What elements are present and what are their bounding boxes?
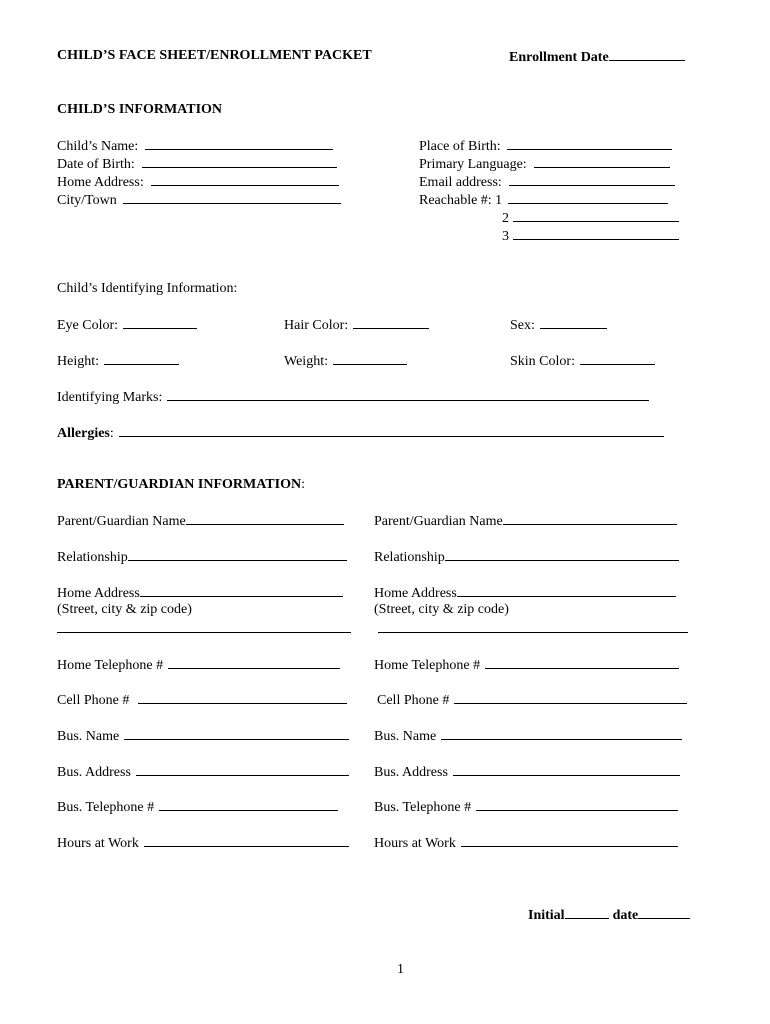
birthplace-input[interactable]	[507, 136, 672, 150]
parent1-bus-address-field	[57, 762, 349, 782]
parent2-address-field	[374, 583, 676, 603]
parent2-home-phone-field	[374, 655, 679, 675]
reachable-label: Reachable #: 1	[419, 193, 503, 208]
parent2-bus-address-field	[374, 762, 680, 782]
reachable-3-field	[502, 226, 679, 246]
child-address-input[interactable]	[151, 172, 339, 186]
parent1-cell-phone-label: Cell Phone #	[57, 693, 130, 708]
parent2-bus-name-input[interactable]	[441, 726, 682, 740]
initial-input[interactable]	[565, 905, 609, 919]
parent2-bus-name-field	[374, 726, 682, 746]
parent1-home-phone-input[interactable]	[168, 655, 340, 669]
initial-label: Initial	[528, 908, 565, 923]
parent2-bus-address-label: Bus. Address	[374, 765, 448, 780]
reachable-3-input[interactable]	[513, 226, 679, 240]
parent1-address-hint: (Street, city & zip code)	[57, 602, 192, 617]
sex-label: Sex:	[510, 318, 535, 333]
parent2-home-phone-label: Home Telephone #	[374, 658, 481, 673]
parent2-relationship-field	[374, 547, 679, 567]
parent1-address-field	[57, 583, 343, 603]
parent1-name-label: Parent/Guardian Name	[57, 514, 186, 529]
date-input[interactable]	[638, 905, 690, 919]
form-title: CHILD’S FACE SHEET/ENROLLMENT PACKET	[57, 48, 372, 63]
language-label: Primary Language:	[419, 157, 527, 172]
reachable-2-label: 2	[502, 211, 509, 226]
enrollment-date-input[interactable]	[609, 47, 685, 61]
parent2-cell-phone-input[interactable]	[454, 690, 687, 704]
parent1-cell-phone-input[interactable]	[138, 690, 347, 704]
city-field	[57, 190, 341, 210]
allergies-label: Allergies	[57, 426, 110, 441]
sex-input[interactable]	[540, 315, 607, 329]
identifying-marks-label: Identifying Marks:	[57, 390, 163, 405]
skin-color-field	[510, 351, 655, 371]
parent1-bus-phone-input[interactable]	[159, 797, 338, 811]
height-input[interactable]	[104, 351, 179, 365]
language-input[interactable]	[534, 154, 670, 168]
parent2-name-input[interactable]	[503, 511, 677, 525]
birthplace-field	[419, 136, 672, 156]
parent2-relationship-label: Relationship	[374, 550, 445, 565]
child-name-label: Child’s Name:	[57, 139, 139, 154]
city-input[interactable]	[123, 190, 341, 204]
parent2-bus-phone-label: Bus. Telephone #	[374, 800, 472, 815]
email-field	[419, 172, 675, 192]
parent2-address-label: Home Address	[374, 586, 457, 601]
sex-field	[510, 315, 607, 335]
parent2-name-label: Parent/Guardian Name	[374, 514, 503, 529]
parent1-hours-field	[57, 833, 349, 853]
identifying-marks-field	[57, 387, 649, 407]
parent1-bus-address-label: Bus. Address	[57, 765, 131, 780]
eye-color-label: Eye Color:	[57, 318, 119, 333]
hair-color-label: Hair Color:	[284, 318, 349, 333]
parent2-address-line2-input[interactable]	[378, 619, 688, 633]
hair-color-input[interactable]	[353, 315, 429, 329]
parent1-address-line2	[57, 619, 351, 639]
parent-heading	[57, 476, 305, 494]
dob-field	[57, 154, 337, 174]
language-field	[419, 154, 670, 174]
page-number: 1	[397, 962, 404, 977]
child-address-field	[57, 172, 339, 192]
weight-field	[284, 351, 407, 371]
birthplace-label: Place of Birth:	[419, 139, 501, 154]
enrollment-date-field	[509, 47, 685, 67]
parent1-hours-input[interactable]	[144, 833, 349, 847]
parent1-bus-name-label: Bus. Name	[57, 729, 120, 744]
eye-color-field	[57, 315, 197, 335]
reachable-2-field	[502, 208, 679, 228]
parent1-bus-address-input[interactable]	[136, 762, 349, 776]
parent2-address-input[interactable]	[457, 583, 676, 597]
hair-color-field	[284, 315, 429, 335]
eye-color-input[interactable]	[123, 315, 197, 329]
weight-input[interactable]	[333, 351, 407, 365]
parent1-home-phone-label: Home Telephone #	[57, 658, 164, 673]
child-info-heading: CHILD’S INFORMATION	[57, 102, 223, 117]
parent1-relationship-label: Relationship	[57, 550, 128, 565]
parent1-bus-phone-field	[57, 797, 338, 817]
child-name-input[interactable]	[145, 136, 333, 150]
identifying-heading: Child’s Identifying Information:	[57, 281, 238, 296]
reachable-1-field	[419, 190, 668, 210]
city-label: City/Town	[57, 193, 117, 208]
parent1-hours-label: Hours at Work	[57, 836, 139, 851]
reachable-1-input[interactable]	[508, 190, 668, 204]
allergies-colon: :	[109, 426, 114, 441]
dob-label: Date of Birth:	[57, 157, 135, 172]
parent2-relationship-input[interactable]	[445, 547, 679, 561]
skin-color-input[interactable]	[580, 351, 655, 365]
reachable-3-label: 3	[502, 229, 509, 244]
allergies-field	[57, 423, 664, 443]
reachable-2-input[interactable]	[513, 208, 679, 222]
parent1-bus-name-field	[57, 726, 349, 746]
parent1-address-line2-input[interactable]	[57, 619, 351, 633]
parent1-address-input[interactable]	[140, 583, 343, 597]
parent1-relationship-field	[57, 547, 347, 567]
dob-input[interactable]	[142, 154, 337, 168]
parent1-name-input[interactable]	[186, 511, 344, 525]
parent1-relationship-input[interactable]	[128, 547, 347, 561]
parent2-hours-field	[374, 833, 678, 853]
parent2-address-hint: (Street, city & zip code)	[374, 602, 509, 617]
child-name-field	[57, 136, 333, 156]
parent2-address-line2	[378, 619, 688, 639]
parent1-cell-phone-field	[57, 690, 347, 710]
parent2-cell-phone-label: Cell Phone #	[377, 693, 450, 708]
parent-heading-colon: :	[301, 477, 305, 492]
weight-label: Weight:	[284, 354, 328, 369]
parent1-bus-name-input[interactable]	[124, 726, 349, 740]
skin-color-label: Skin Color:	[510, 354, 575, 369]
parent2-bus-phone-input[interactable]	[476, 797, 678, 811]
child-address-label: Home Address:	[57, 175, 144, 190]
enrollment-date-label: Enrollment Date	[509, 50, 609, 65]
parent1-address-label: Home Address	[57, 586, 140, 601]
date-label: date	[612, 908, 639, 923]
parent1-home-phone-field	[57, 655, 340, 675]
parent1-name-field	[57, 511, 344, 531]
parent2-cell-phone-field	[377, 690, 687, 710]
parent-heading-text: PARENT/GUARDIAN INFORMATION	[57, 477, 302, 492]
parent1-bus-phone-label: Bus. Telephone #	[57, 800, 155, 815]
height-label: Height:	[57, 354, 99, 369]
parent2-bus-name-label: Bus. Name	[374, 729, 437, 744]
identifying-marks-input[interactable]	[167, 387, 649, 401]
parent2-bus-address-input[interactable]	[453, 762, 680, 776]
parent2-bus-phone-field	[374, 797, 678, 817]
email-label: Email address:	[419, 175, 502, 190]
parent2-hours-label: Hours at Work	[374, 836, 456, 851]
initial-date-field	[528, 905, 690, 925]
parent2-hours-input[interactable]	[461, 833, 678, 847]
height-field	[57, 351, 179, 371]
parent2-name-field	[374, 511, 677, 531]
parent2-home-phone-input[interactable]	[485, 655, 679, 669]
allergies-input[interactable]	[119, 423, 664, 437]
email-input[interactable]	[509, 172, 675, 186]
